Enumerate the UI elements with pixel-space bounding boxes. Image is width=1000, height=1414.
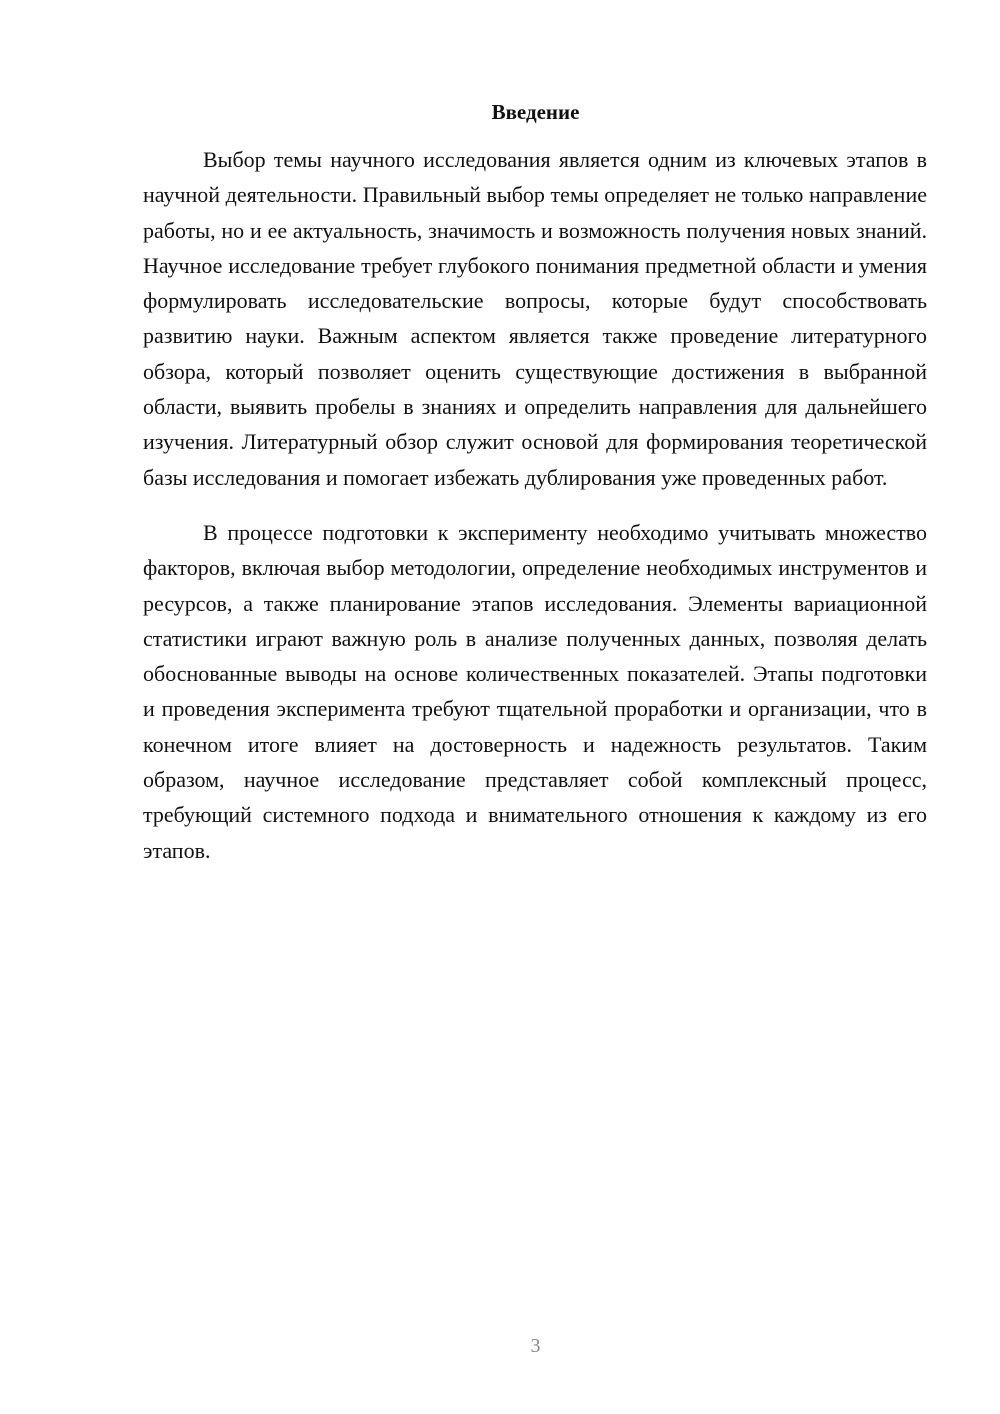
paragraph-2: В процессе подготовки к эксперименту необходимо учитывать множество факторов, включая выбор методологии, определение необходимых инструментов и ресурсов, а также планирование этапов исследования. Элементы вариационной статистики играют важную роль в анализе полученных данных, позволяя делать обоснованные выводы на основе количественных показателей. Этапы подготовки и проведения эксперимента требуют тщательной проработки и организации, что в конечном итоге влияет на достоверность и надежность результатов. Таким образом, научное исследование представляет собой комплексный процесс, требующий системного подхода и внимательного отношения к каждому из его этапов. <box>143 519 927 863</box>
page-number: 3 <box>530 1335 541 1357</box>
document-title: Введение <box>491 100 580 124</box>
paragraph-1: Выбор темы научного исследования является одним из ключевых этапов в научной деятельности. Правильный выбор темы определяет не только направление работы, но и ее актуальность, значимость и возможность получения новых знаний. Научное исследование требует глубокого понимания предметной области и умения формулировать исследовательские вопросы, которые будут способствовать развитию науки. Важным аспектом является также проведение литературного обзора, который позволяет оценить существующие достижения в выбранной области, выявить пробелы в знаниях и определить направления для дальнейшего изучения. Литературный обзор служит основой для формирования теоретической базы исследования и помогает избежать дублирования уже проведенных работ. <box>143 147 927 490</box>
document-body <box>143 142 927 868</box>
